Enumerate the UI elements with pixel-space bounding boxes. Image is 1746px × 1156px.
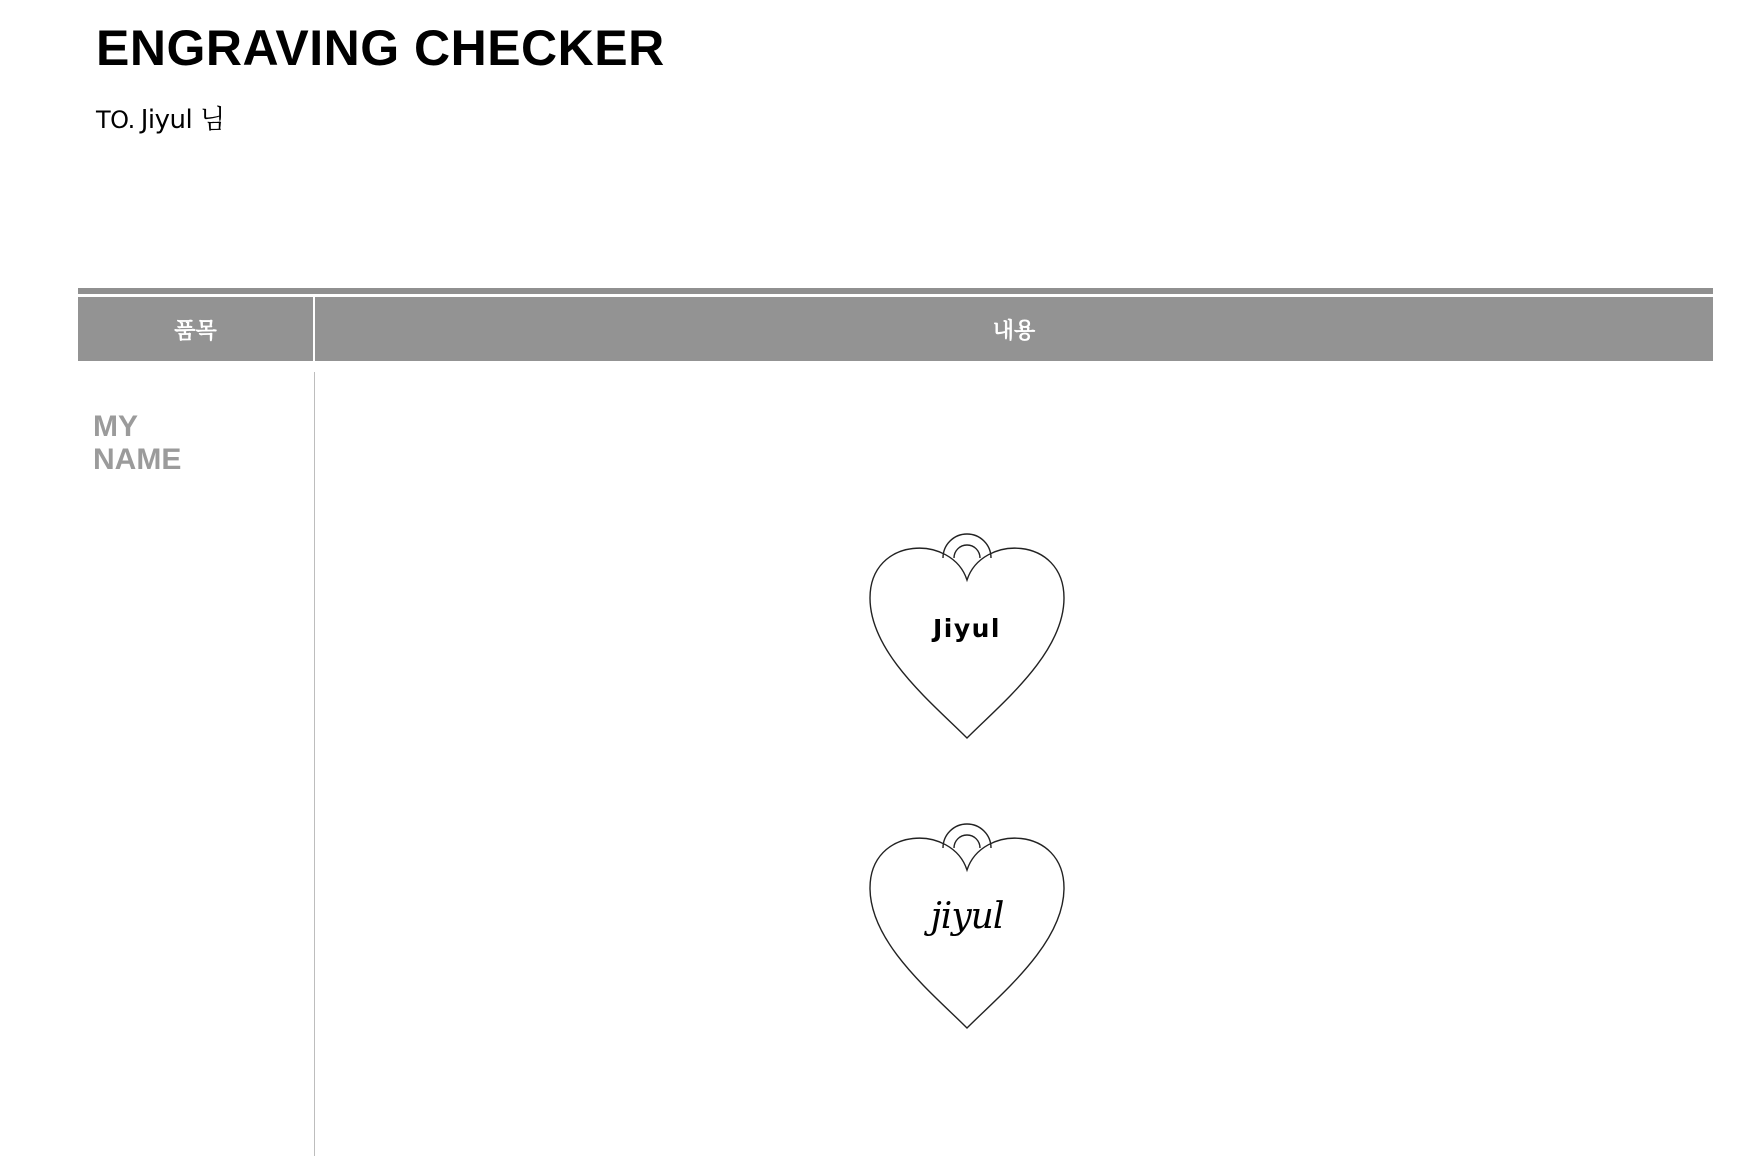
recipient-name: Jiyul 님 <box>140 105 225 135</box>
table-top-rule <box>78 288 1713 294</box>
heart-charm-preview-2 <box>862 818 1072 1038</box>
item-label-line-1: MY <box>93 410 138 443</box>
recipient-line <box>96 100 225 140</box>
item-label-line-2: NAME <box>93 443 182 476</box>
page-title: ENGRAVING CHECKER <box>96 20 665 76</box>
header-item: 품목 <box>78 297 313 361</box>
heart-charm-preview-1 <box>862 528 1072 748</box>
engraving-text-1: Jiyul <box>932 614 1002 643</box>
item-label <box>93 410 293 476</box>
engraving-text-2: jiyul <box>930 896 1004 937</box>
column-divider <box>314 372 315 1156</box>
table-header <box>78 297 1713 361</box>
header-content: 내용 <box>315 297 1713 361</box>
heart-charm-icon <box>862 818 1072 1038</box>
heart-charm-icon <box>862 528 1072 748</box>
recipient-prefix: TO. <box>96 106 135 134</box>
